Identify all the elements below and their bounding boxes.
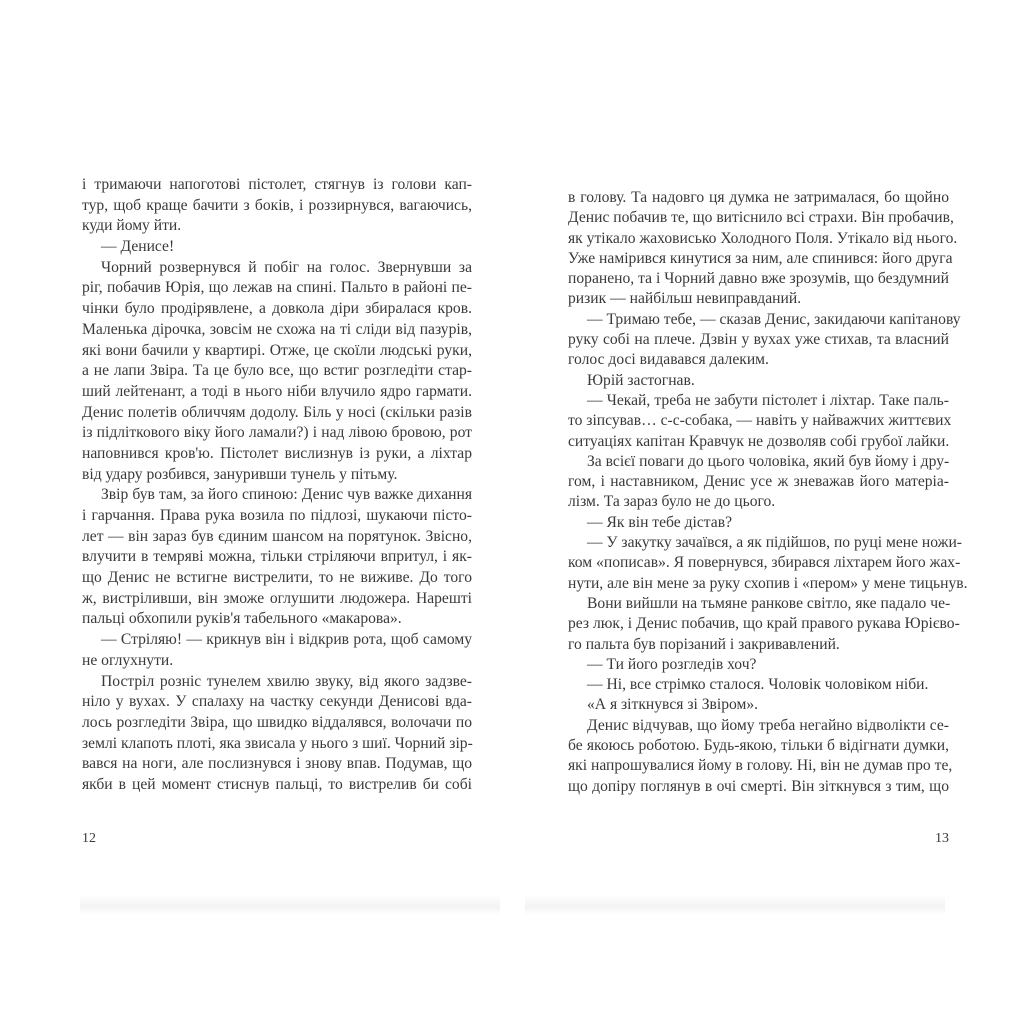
text-line: ж, вистріливши, він зможе оглушити людожера. Нарешті — [82, 589, 472, 607]
text-line: голос досі видавався далеким. — [568, 351, 769, 369]
text-line: тур, щоб краще бачити з боків, і роззирнувся, вагаючись, — [82, 196, 472, 214]
text-line: Денис відчував, що йому треба негайно відволікти се- — [587, 716, 949, 734]
right-page-text — [568, 188, 968, 797]
text-line: наповнився кров'ю. Пістолет вислизнув із руки, а ліхтар — [82, 444, 472, 462]
text-line: За всієї поваги до цього чоловіка, який був йому і дру- — [587, 452, 950, 470]
text-line: Вони вийшли на тьмяне ранкове світло, яке падало че- — [587, 594, 951, 612]
text-line: ком «пописав». Я повернувся, збирався ліхтарем його жах- — [568, 554, 961, 572]
text-line: — У закутку зачаївся, а як підійшов, по руці мене ножи- — [587, 534, 962, 552]
page-shadow-right — [525, 895, 945, 915]
text-line: Постріл розніс тунелем хвилю звуку, від якого задзве- — [101, 672, 472, 690]
text-line: від удару розбився, зануривши тунель у пітьму. — [82, 465, 398, 483]
text-line: лізм. Та зараз було не до цього. — [568, 493, 776, 511]
text-line: пальці обхопили руків'я табельного «макарова». — [82, 610, 402, 628]
text-line: руку собі на плече. Дзвін у вухах уже стихав, та власний — [568, 331, 949, 349]
left-page-text — [82, 175, 472, 796]
text-line: Юрій застогнав. — [587, 371, 695, 389]
text-line: — Стріляю! — крикнув він і відкрив рота, щоб самому — [101, 631, 472, 649]
text-line: то зіпсував… с-с-собака, — навіть у найважчих життєвих — [568, 412, 952, 430]
text-line: рез люк, і Денис побачив, що край правого рукава Юрієво- — [568, 615, 960, 633]
text-line: із підліткового віку його ламали?) і над лівою бровою, рот — [82, 424, 472, 442]
text-line: ший лейтенант, а тоді в нього ніби влучило ядро гармати. — [82, 382, 472, 400]
text-line: Звір був там, за його спиною: Денис чув важке дихання — [101, 486, 472, 504]
text-line: вався на ноги, але послизнувся і знову впав. Подумав, що — [82, 755, 472, 773]
text-line: Денис побачив те, що витіснило всі страхи. Він пробачив, — [568, 209, 954, 227]
text-line: куди йому йти. — [82, 217, 182, 235]
text-line: — Як він тебе дістав? — [587, 513, 732, 531]
text-line: ризик — найбільш невиправданий. — [568, 290, 802, 308]
text-line: Маленька дірочка, зовсім не схожа на ті сліди від пазурів, — [82, 320, 472, 338]
page-number-right: 13 — [935, 831, 949, 846]
text-line: Уже намірився кинутися за ним, але спинився: його друга — [568, 249, 953, 267]
text-line: а не лапи Звіра. Та це було все, що встиг розгледіти стар- — [82, 362, 472, 380]
text-line: ніло у вухах. У спалаху на частку секунди Денисові вда- — [82, 693, 472, 711]
text-line: гом, і наставником, Денис усе ж зневажав його матеріа- — [568, 473, 949, 491]
text-line: Денис полетів обличчям додолу. Біль у носі (скільки разів — [82, 403, 472, 421]
text-line: — Денисе! — [101, 238, 175, 256]
text-line: і тримаючи напоготові пістолет, стягнув із голови кап- — [82, 176, 472, 193]
text-line: — Ти його розгледів хоч? — [587, 655, 757, 673]
text-line: Чорний розвернувся й побіг на голос. Звернувши за — [101, 258, 472, 276]
page-shadow-left — [80, 895, 500, 915]
text-line: го пальта був порізаний і закривавлений. — [568, 635, 840, 653]
text-line: нути, але він мене за руку схопив і «пером» у мене тицьнув. — [568, 574, 968, 592]
text-line: ріг, побачив Юрія, що лежав на спині. Пальто в районі пе- — [82, 279, 472, 297]
page-number-left: 12 — [82, 831, 96, 846]
text-line: чінки було продірявлене, а довкола діри збиралася кров. — [82, 300, 472, 318]
text-line: — Ні, все стрімко сталося. Чоловік чоловіком ніби. — [587, 676, 929, 694]
text-line: ситуаціях капітан Кравчук не дозволяв собі грубої лайки. — [568, 432, 950, 450]
text-line: — Тримаю тебе, — сказав Денис, закидаючи капітанову — [587, 310, 961, 328]
text-line: поранено, та і Чорний давно вже зрозумів, що бездумний — [568, 270, 949, 288]
text-line: і гарчання. Права рука возила по підлозі, шукаючи пісто- — [82, 507, 472, 524]
text-line: лет — він зараз був єдиним шансом на порятунок. Звісно, — [82, 527, 472, 545]
text-line: не оглухнути. — [82, 651, 174, 669]
text-line: що допіру поглянув в очі смерті. Він зіткнувся з тим, що — [568, 777, 949, 795]
text-line: в голову. Та надовго ця думка не затрималася, бо щойно — [568, 189, 949, 206]
text-line: як утікало жаховисько Холодного Поля. Утікало від нього. — [568, 229, 958, 247]
text-line: які напрошувалися йому в голову. Ні, він не думав про те, — [568, 757, 953, 775]
text-line: землі клапоть плоті, яка звисала у нього з шиї. Чорний зір- — [82, 734, 473, 752]
text-line: які вони бачили у квартирі. Отже, це скоїли людські руки, — [82, 341, 472, 359]
text-line: якби в цей момент стиснув пальці, то вистрелив би собі — [82, 775, 472, 793]
text-line: що Денис не встигне вистрелити, то не виживе. До того — [82, 569, 472, 587]
text-line: — Чекай, треба не забути пістолет і ліхтар. Таке паль- — [587, 391, 949, 409]
text-line: влучити в темряві можна, тільки стріляючи впритул, і як- — [82, 548, 472, 566]
text-line: лось розгледіти Звіра, що швидко віддалявся, волочачи по — [82, 713, 472, 731]
text-line: «А я зіткнувся зі Звіром». — [587, 696, 759, 714]
text-line: бе якоюсь роботою. Будь-якою, тільки б відігнати думки, — [568, 737, 949, 755]
